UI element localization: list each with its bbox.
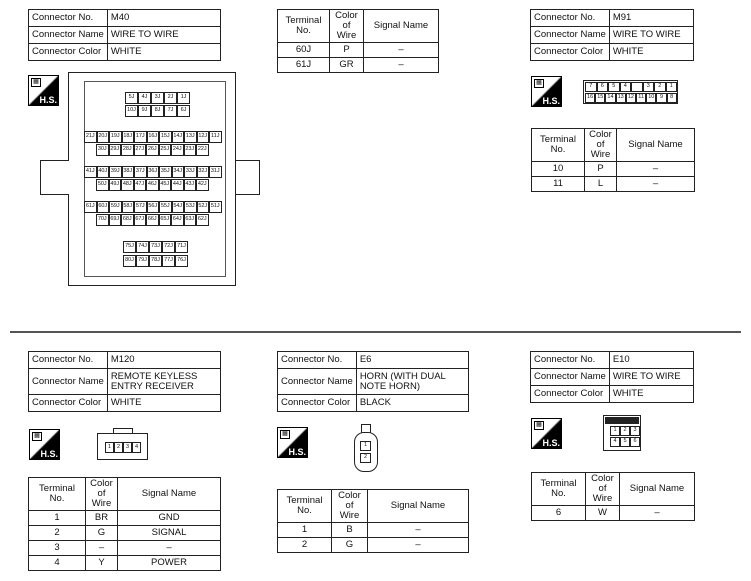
terminal-pin: 2: [620, 426, 630, 436]
terminal-pin: 56J: [147, 201, 160, 213]
terminal-pin: 48J: [121, 179, 134, 191]
connector-color-value: BLACK: [356, 395, 468, 412]
terminal-pin: 42J: [196, 179, 209, 191]
signal-name: –: [617, 161, 695, 176]
terminal-pin: 3: [643, 82, 655, 92]
terminal-pin: 26J: [146, 144, 159, 156]
terminal-pin: 33J: [184, 166, 197, 178]
e10-latch: [605, 417, 639, 424]
signal-name: GND: [118, 510, 221, 525]
hs-label: H.S.: [40, 449, 58, 459]
terminal-pin: 3J: [151, 92, 164, 104]
terminal-no: 1: [278, 522, 332, 537]
wire-color: G: [86, 525, 118, 540]
terminal-pin: 4: [132, 442, 141, 453]
hs-label: H.S.: [542, 438, 560, 448]
signal-name: –: [364, 57, 439, 72]
terminal-pin: 12J: [197, 131, 210, 143]
connector-color-label: Connector Color: [29, 44, 108, 61]
terminal-pin: 8J: [151, 105, 164, 117]
terminal-pin: 11J: [209, 131, 222, 143]
connector-color-value: WHITE: [107, 395, 220, 412]
terminal-pin: 73J: [149, 241, 162, 253]
terminal-pin: 74J: [136, 241, 149, 253]
terminal-pin: 64J: [171, 214, 184, 226]
terminal-no: 60J: [278, 42, 330, 57]
connector-name-value: WIRE TO WIRE: [609, 369, 693, 386]
terminal-pin: 7J: [164, 105, 177, 117]
color-of-wire-header: Color of Wire: [585, 129, 617, 162]
terminal-pin: 18J: [122, 131, 135, 143]
terminal-pin: 22J: [196, 144, 209, 156]
terminal-pin: 79J: [136, 255, 149, 267]
terminal-pin: 37J: [134, 166, 147, 178]
terminal-pin: 40J: [97, 166, 110, 178]
terminal-no-header: Terminal No.: [532, 129, 585, 162]
terminal-pin: 21J: [84, 131, 97, 143]
terminal-pin: 17J: [134, 131, 147, 143]
terminal-pin: 10J: [125, 105, 138, 117]
signal-name-header: Signal Name: [364, 10, 439, 43]
e10-terminal-table: [531, 472, 695, 521]
terminal-pin: 29J: [109, 144, 122, 156]
connector-no-value: M91: [609, 10, 693, 27]
wire-color: P: [585, 161, 617, 176]
terminal-no-header: Terminal No.: [278, 490, 332, 523]
terminal-pin: 12: [626, 93, 636, 103]
terminal-pin: 5: [608, 82, 620, 92]
terminal-pin: 15: [595, 93, 605, 103]
connector-icon: ▦: [32, 432, 42, 441]
terminal-pin: 72J: [162, 241, 175, 253]
terminal-pin: 36J: [147, 166, 160, 178]
signal-name: –: [620, 505, 695, 520]
terminal-pin: 9J: [138, 105, 151, 117]
hs-icon: [277, 427, 308, 458]
m120-connector-info: [28, 351, 221, 412]
terminal-pin: 27J: [134, 144, 147, 156]
terminal-pin: 47J: [134, 179, 147, 191]
connector-name-value: WIRE TO WIRE: [107, 27, 220, 44]
connector-color-value: WHITE: [609, 386, 693, 403]
hs-icon: [29, 429, 60, 460]
connector-icon: ▦: [280, 430, 290, 439]
hs-label: H.S.: [288, 447, 306, 457]
terminal-pin: 34J: [172, 166, 185, 178]
terminal-pin: 2: [654, 82, 666, 92]
terminal-pin: 59J: [109, 201, 122, 213]
terminal-pin: 46J: [146, 179, 159, 191]
wire-color: Y: [86, 555, 118, 570]
terminal-no: 10: [532, 161, 585, 176]
signal-name: –: [364, 42, 439, 57]
signal-name-header: Signal Name: [620, 473, 695, 506]
signal-name-header: Signal Name: [617, 129, 695, 162]
terminal-no: 3: [29, 540, 86, 555]
connector-color-value: WHITE: [609, 44, 693, 61]
hs-label: H.S.: [542, 96, 560, 106]
terminal-pin: 67J: [134, 214, 147, 226]
terminal-no: 6: [532, 505, 586, 520]
connector-icon: ▦: [31, 78, 41, 87]
signal-name-header: Signal Name: [368, 490, 469, 523]
connector-name-label: Connector Name: [531, 369, 610, 386]
wire-color: B: [332, 522, 368, 537]
terminal-pin: 2J: [164, 92, 177, 104]
section-divider: [10, 331, 741, 333]
m40-terminal-table: [277, 9, 439, 73]
terminal-pin: 71J: [175, 241, 188, 253]
terminal-pin: 25J: [159, 144, 172, 156]
connector-no-label: Connector No.: [531, 10, 610, 27]
terminal-pin: 2: [360, 453, 371, 463]
terminal-pin: 20J: [97, 131, 110, 143]
terminal-pin: 49J: [109, 179, 122, 191]
terminal-pin: 38J: [122, 166, 135, 178]
e6-latch: [361, 424, 371, 433]
terminal-pin: 61J: [84, 201, 97, 213]
connector-no-label: Connector No.: [29, 352, 108, 369]
terminal-pin: 3: [630, 426, 640, 436]
signal-name: –: [368, 522, 469, 537]
signal-name: –: [617, 176, 695, 191]
connector-icon: ▦: [534, 421, 544, 430]
terminal-pin: 66J: [146, 214, 159, 226]
hs-icon: [531, 418, 562, 449]
terminal-pin: 23J: [184, 144, 197, 156]
terminal-pin: 60J: [97, 201, 110, 213]
terminal-pin: 4: [610, 437, 620, 447]
terminal-pin: 8: [667, 93, 677, 103]
signal-name: SIGNAL: [118, 525, 221, 540]
m91-terminal-table: [531, 128, 695, 192]
connector-color-label: Connector Color: [531, 386, 610, 403]
wire-color: L: [585, 176, 617, 191]
connector-name-value: HORN (WITH DUAL NOTE HORN): [356, 369, 468, 395]
wire-color: G: [332, 537, 368, 552]
terminal-pin: 6J: [177, 105, 190, 117]
m120-latch: [113, 428, 133, 434]
connector-no-value: M120: [107, 352, 220, 369]
terminal-pin: 28J: [121, 144, 134, 156]
e10-connector-info: [530, 351, 694, 403]
terminal-pin: 10: [646, 93, 656, 103]
connector-no-value: E10: [609, 352, 693, 369]
signal-name: –: [368, 537, 469, 552]
terminal-pin: 24J: [171, 144, 184, 156]
connector-name-label: Connector Name: [29, 369, 108, 395]
terminal-pin: 78J: [149, 255, 162, 267]
terminal-pin: 50J: [96, 179, 109, 191]
terminal-pin: 69J: [109, 214, 122, 226]
wire-color: –: [86, 540, 118, 555]
connector-name-label: Connector Name: [278, 369, 357, 395]
terminal-pin: 1: [105, 442, 114, 453]
terminal-pin: 11: [636, 93, 646, 103]
terminal-no-header: Terminal No.: [29, 478, 86, 511]
terminal-no: 4: [29, 555, 86, 570]
terminal-pin: 35J: [159, 166, 172, 178]
terminal-pin: 54J: [172, 201, 185, 213]
terminal-pin: 30J: [96, 144, 109, 156]
terminal-pin: 75J: [123, 241, 136, 253]
terminal-pin: 6: [597, 82, 609, 92]
terminal-pin: 5J: [125, 92, 138, 104]
terminal-no: 2: [278, 537, 332, 552]
terminal-pin: 80J: [123, 255, 136, 267]
color-of-wire-header: Color of Wire: [586, 473, 620, 506]
signal-name: –: [118, 540, 221, 555]
terminal-pin: 6: [630, 437, 640, 447]
terminal-pin: 45J: [159, 179, 172, 191]
color-of-wire-header: Color of Wire: [330, 10, 364, 43]
terminal-pin: 44J: [171, 179, 184, 191]
connector-color-value: WHITE: [107, 44, 220, 61]
terminal-pin: 9: [656, 93, 666, 103]
terminal-pin: 19J: [109, 131, 122, 143]
m120-terminal-table: [28, 477, 221, 571]
connector-color-label: Connector Color: [29, 395, 108, 412]
wire-color: W: [586, 505, 620, 520]
terminal-pin: 77J: [162, 255, 175, 267]
connector-name-label: Connector Name: [29, 27, 108, 44]
signal-name: POWER: [118, 555, 221, 570]
connector-no-value: M40: [107, 10, 220, 27]
wire-color: GR: [330, 57, 364, 72]
e6-connector-face: [354, 432, 378, 472]
connector-no-label: Connector No.: [29, 10, 108, 27]
signal-name-header: Signal Name: [118, 478, 221, 511]
terminal-pin: 43J: [184, 179, 197, 191]
terminal-pin: 14J: [172, 131, 185, 143]
terminal-pin: 2: [114, 442, 123, 453]
terminal-no: 11: [532, 176, 585, 191]
terminal-pin: 70J: [96, 214, 109, 226]
e6-connector-info: [277, 351, 469, 412]
connector-color-label: Connector Color: [531, 44, 610, 61]
terminal-pin: [631, 82, 643, 92]
terminal-pin: 4J: [138, 92, 151, 104]
terminal-pin: 58J: [122, 201, 135, 213]
terminal-pin: 76J: [175, 255, 188, 267]
terminal-pin: 52J: [197, 201, 210, 213]
connector-name-value: REMOTE KEYLESS ENTRY RECEIVER: [107, 369, 220, 395]
connector-no-value: E6: [356, 352, 468, 369]
connector-name-value: WIRE TO WIRE: [609, 27, 693, 44]
terminal-no: 1: [29, 510, 86, 525]
terminal-pin: 7: [585, 82, 597, 92]
wire-color: P: [330, 42, 364, 57]
terminal-no: 2: [29, 525, 86, 540]
hs-icon: [531, 76, 562, 107]
terminal-pin: 16J: [147, 131, 160, 143]
terminal-pin: 41J: [84, 166, 97, 178]
color-of-wire-header: Color of Wire: [86, 478, 118, 511]
e6-terminal-table: [277, 489, 469, 553]
m91-connector-info: [530, 9, 694, 61]
terminal-pin: 1: [610, 426, 620, 436]
terminal-pin: 1: [666, 82, 678, 92]
terminal-pin: 62J: [196, 214, 209, 226]
connector-no-label: Connector No.: [531, 352, 610, 369]
terminal-pin: 39J: [109, 166, 122, 178]
terminal-pin: 65J: [159, 214, 172, 226]
terminal-pin: 68J: [121, 214, 134, 226]
terminal-pin: 4: [620, 82, 632, 92]
terminal-no: 61J: [278, 57, 330, 72]
terminal-pin: 1: [360, 441, 371, 451]
terminal-pin: 5: [620, 437, 630, 447]
color-of-wire-header: Color of Wire: [332, 490, 368, 523]
terminal-no-header: Terminal No.: [532, 473, 586, 506]
connector-icon: ▦: [534, 79, 544, 88]
terminal-pin: 53J: [184, 201, 197, 213]
connector-color-label: Connector Color: [278, 395, 357, 412]
terminal-pin: 16: [585, 93, 595, 103]
terminal-pin: 15J: [159, 131, 172, 143]
terminal-pin: 13: [616, 93, 626, 103]
terminal-pin: 51J: [209, 201, 222, 213]
terminal-pin: 57J: [134, 201, 147, 213]
connector-no-label: Connector No.: [278, 352, 357, 369]
connector-name-label: Connector Name: [531, 27, 610, 44]
hs-label: H.S.: [39, 95, 57, 105]
terminal-pin: 14: [605, 93, 615, 103]
terminal-pin: 31J: [209, 166, 222, 178]
terminal-no-header: Terminal No.: [278, 10, 330, 43]
wire-color: BR: [86, 510, 118, 525]
terminal-pin: 13J: [184, 131, 197, 143]
terminal-pin: 1J: [177, 92, 190, 104]
terminal-pin: 55J: [159, 201, 172, 213]
terminal-pin: 63J: [184, 214, 197, 226]
terminal-pin: 3: [123, 442, 132, 453]
terminal-pin: 32J: [197, 166, 210, 178]
